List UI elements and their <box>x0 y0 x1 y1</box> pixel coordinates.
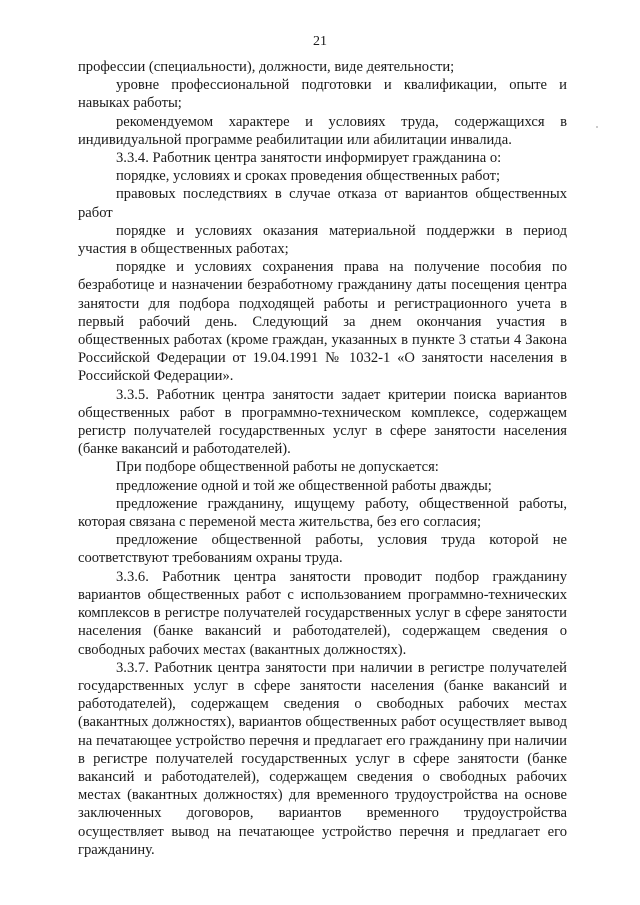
scan-speck <box>596 126 598 128</box>
section-3-3-7-paragraph: 3.3.7. Работник центра занятости при наличии в регистре получателей государственных услуг в сфере занятости населения (банке вакансий и работодателей), содержащем сведения о свободных рабочих местах (вакантных должностях), вариантов общественных работ осуществляет вывод на печатающее устройство перечня и предлагает его гражданину при наличии в регистре получателей государственных услуг в сфере занятости (банке вакансий и работодателей), содержащем сведения о свободных рабочих местах (вакантных должностях) для временного трудоустройства на основе заключенных договоров, вариантов временного трудоустройства осуществляет вывод на печатающее устройство перечня и предлагает его гражданину. <box>78 659 567 858</box>
paragraph: рекомендуемом характере и условиях труда, содержащихся в индивидуальной программе реабилитации или абилитации инвалида. <box>78 113 567 148</box>
paragraph: правовых последствиях в случае отказа от вариантов общественных работ <box>78 186 567 221</box>
paragraph: уровне профессиональной подготовки и квалификации, опыте и навыках работы; <box>78 77 567 112</box>
paragraph: предложение одной и той же общественной работы дважды; <box>116 477 492 494</box>
paragraph: предложение общественной работы, условия труда которой не соответствуют требованиям охраны труда. <box>78 532 567 567</box>
paragraph: предложение гражданину, ищущему работу, общественной работы, которая связана с переменой места жительства, без его согласия; <box>78 495 567 531</box>
document-body <box>78 58 567 859</box>
section-3-3-4-paragraph: 3.3.4. Работник центра занятости информирует гражданина о: <box>116 150 502 167</box>
paragraph: порядке, условиях и сроках проведения общественных работ; <box>116 168 500 185</box>
paragraph: профессии (специальности), должности, виде деятельности; <box>78 59 455 75</box>
paragraph: При подборе общественной работы не допускается: <box>116 459 439 476</box>
section-3-3-6-paragraph: 3.3.6. Работник центра занятости проводит подбор гражданину вариантов общественных работ с использованием программно-технических комплексов в регистре получателей государственных услуг в сфере занятости населения (банке вакансий и работодателей), содержащем сведения о свободных рабочих местах (вакантных должностях). <box>78 568 567 658</box>
paragraph: порядке и условиях оказания материальной поддержки в период участия в общественных работах; <box>78 222 567 258</box>
paragraph: порядке и условиях сохранения права на получение пособия по безработице и назначении безработному гражданину даты посещения центра занятости для подбора подходящей работы и регистрационного учета в первый рабочий день. Следующий за днем окончания участия в общественных работах (кроме граждан, указанных в пункте 3 статьи 4 Закона Российской Федерации от 19.04.1991 № 1032-1 «О занятости населения в Российской Федерации». <box>78 259 567 385</box>
section-3-3-5-paragraph: 3.3.5. Работник центра занятости задает критерии поиска вариантов общественных работ в программно-техническом комплексе, содержащем регистр получателей государственных услуг в сфере занятости населения (банке вакансий и работодателей). <box>78 386 567 458</box>
page-number: 21 <box>313 34 327 49</box>
